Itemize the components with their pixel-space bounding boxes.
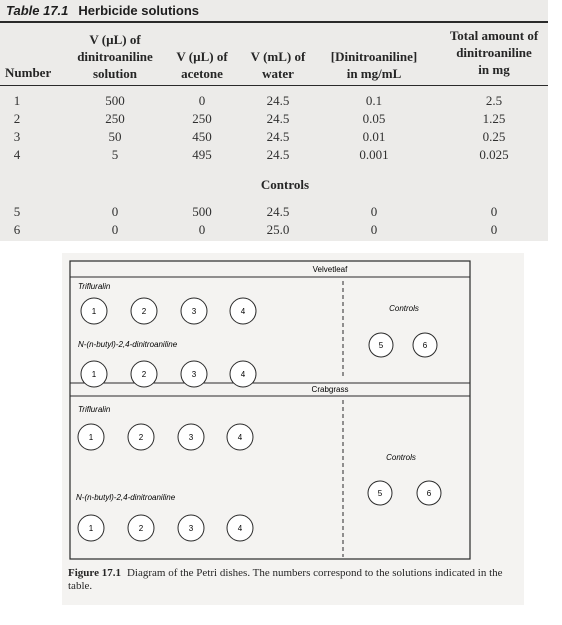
petri-dish xyxy=(131,361,157,387)
controls-label: Controls xyxy=(386,453,416,462)
cell-concentration: 0.05 xyxy=(362,111,386,126)
cell-total: 2.5 xyxy=(485,93,503,108)
cell-acetone: 495 xyxy=(192,147,212,162)
petri-dish xyxy=(178,424,204,450)
cell-number: 4 xyxy=(13,147,21,162)
cell-acetone: 0 xyxy=(198,93,206,108)
petri-dish xyxy=(178,515,204,541)
table-title xyxy=(6,3,199,18)
petri-dish xyxy=(227,515,253,541)
petri-dish xyxy=(413,333,437,357)
header-dna-line2: dinitroaniline xyxy=(77,49,153,64)
header-number: Number xyxy=(5,65,52,80)
cell-total: 0 xyxy=(490,204,498,219)
group-label-dinitroaniline: N-(n-butyl)-2,4-dinitroaniline xyxy=(76,493,176,502)
group-label-trifluralin: Trifluralin xyxy=(78,405,111,414)
cell-concentration: 0 xyxy=(370,204,378,219)
cell-total: 0 xyxy=(490,222,498,237)
plant-label-velvetleaf: Velvetleaf xyxy=(312,265,348,274)
svg-text:5: 5 xyxy=(378,341,384,350)
cell-dna-solution: 0 xyxy=(111,222,119,237)
header-total-line1: Total amount of xyxy=(449,28,539,43)
svg-text:3: 3 xyxy=(188,433,194,442)
petri-dish xyxy=(368,481,392,505)
cell-total: 0.025 xyxy=(479,147,509,162)
cell-number: 5 xyxy=(13,204,21,219)
cell-dna-solution: 0 xyxy=(111,204,119,219)
petri-dish xyxy=(128,515,154,541)
svg-text:6: 6 xyxy=(426,489,432,498)
svg-text:4: 4 xyxy=(237,524,243,533)
petri-dish xyxy=(81,298,107,324)
svg-text:1: 1 xyxy=(88,524,94,533)
cell-water: 25.0 xyxy=(266,222,290,237)
svg-text:2: 2 xyxy=(141,370,147,379)
petri-dish xyxy=(417,481,441,505)
plant-label-crabgrass: Crabgrass xyxy=(311,385,349,394)
petri-dish xyxy=(128,424,154,450)
header-total-line2: dinitroaniline xyxy=(456,45,532,60)
cell-water: 24.5 xyxy=(266,93,290,108)
petri-dish xyxy=(181,361,207,387)
cell-concentration: 0.001 xyxy=(359,147,389,162)
petri-dish xyxy=(78,424,104,450)
cell-dna-solution: 50 xyxy=(108,129,122,144)
petri-dish xyxy=(131,298,157,324)
cell-acetone: 0 xyxy=(198,222,206,237)
cell-water: 24.5 xyxy=(266,129,290,144)
header-concentration-line1: [Dinitroaniline] xyxy=(330,49,418,64)
petri-dish xyxy=(78,515,104,541)
table-header-rule xyxy=(0,85,548,86)
group-label-dinitroaniline: N-(n-butyl)-2,4-dinitroaniline xyxy=(78,340,178,349)
petri-dish xyxy=(81,361,107,387)
cell-number: 6 xyxy=(13,222,21,237)
group-label-trifluralin: Trifluralin xyxy=(78,282,111,291)
cell-water: 24.5 xyxy=(266,204,290,219)
header-total-line3: in mg xyxy=(478,62,510,77)
petri-dish xyxy=(230,361,256,387)
header-dna-line3: solution xyxy=(92,66,138,81)
cell-dna-solution: 250 xyxy=(105,111,125,126)
cell-number: 3 xyxy=(13,129,21,144)
cell-number: 2 xyxy=(13,111,21,126)
svg-text:4: 4 xyxy=(240,370,246,379)
cell-dna-solution: 500 xyxy=(105,93,125,108)
svg-text:3: 3 xyxy=(191,307,197,316)
header-water-line1: V (mL) of xyxy=(250,49,306,64)
controls-label: Controls xyxy=(389,304,419,313)
cell-concentration: 0.1 xyxy=(365,93,383,108)
cell-total: 1.25 xyxy=(482,111,506,126)
header-water-line2: water xyxy=(262,66,294,81)
figure-caption xyxy=(68,567,508,593)
header-dna-line1: V (µL) of xyxy=(89,32,141,47)
petri-dish xyxy=(369,333,393,357)
cell-concentration: 0 xyxy=(370,222,378,237)
petri-dish-figure xyxy=(62,253,524,605)
cell-concentration: 0.01 xyxy=(362,129,386,144)
svg-text:1: 1 xyxy=(88,433,94,442)
petri-dish-diagram xyxy=(62,253,524,563)
table-number: Table 17.1 xyxy=(6,3,69,18)
svg-text:1: 1 xyxy=(91,370,97,379)
petri-dish xyxy=(181,298,207,324)
cell-water: 24.5 xyxy=(266,147,290,162)
petri-dish xyxy=(227,424,253,450)
figure-caption-text: Diagram of the Petri dishes. The numbers correspond to the solutions indicated in the table. xyxy=(68,567,503,592)
cell-dna-solution: 5 xyxy=(111,147,119,162)
svg-text:5: 5 xyxy=(377,489,383,498)
header-concentration-line2: in mg/mL xyxy=(346,66,402,81)
svg-text:2: 2 xyxy=(141,307,147,316)
header-acetone-line2: acetone xyxy=(181,66,223,81)
figure-caption-label: Figure 17.1 xyxy=(68,567,121,579)
svg-text:4: 4 xyxy=(240,307,246,316)
cell-acetone: 450 xyxy=(192,129,212,144)
cell-acetone: 500 xyxy=(192,204,212,219)
svg-text:3: 3 xyxy=(188,524,194,533)
controls-heading: Controls xyxy=(260,177,310,192)
svg-text:6: 6 xyxy=(422,341,428,350)
cell-acetone: 250 xyxy=(192,111,212,126)
table-top-rule xyxy=(0,21,548,23)
header-acetone-line1: V (µL) of xyxy=(176,49,228,64)
table-title-text: Herbicide solutions xyxy=(78,3,200,18)
svg-text:4: 4 xyxy=(237,433,243,442)
svg-text:3: 3 xyxy=(191,370,197,379)
cell-total: 0.25 xyxy=(482,129,506,144)
svg-text:1: 1 xyxy=(91,307,97,316)
cell-number: 1 xyxy=(13,93,21,108)
svg-text:2: 2 xyxy=(138,433,144,442)
herbicide-table xyxy=(0,0,548,241)
cell-water: 24.5 xyxy=(266,111,290,126)
petri-dish xyxy=(230,298,256,324)
svg-text:2: 2 xyxy=(138,524,144,533)
